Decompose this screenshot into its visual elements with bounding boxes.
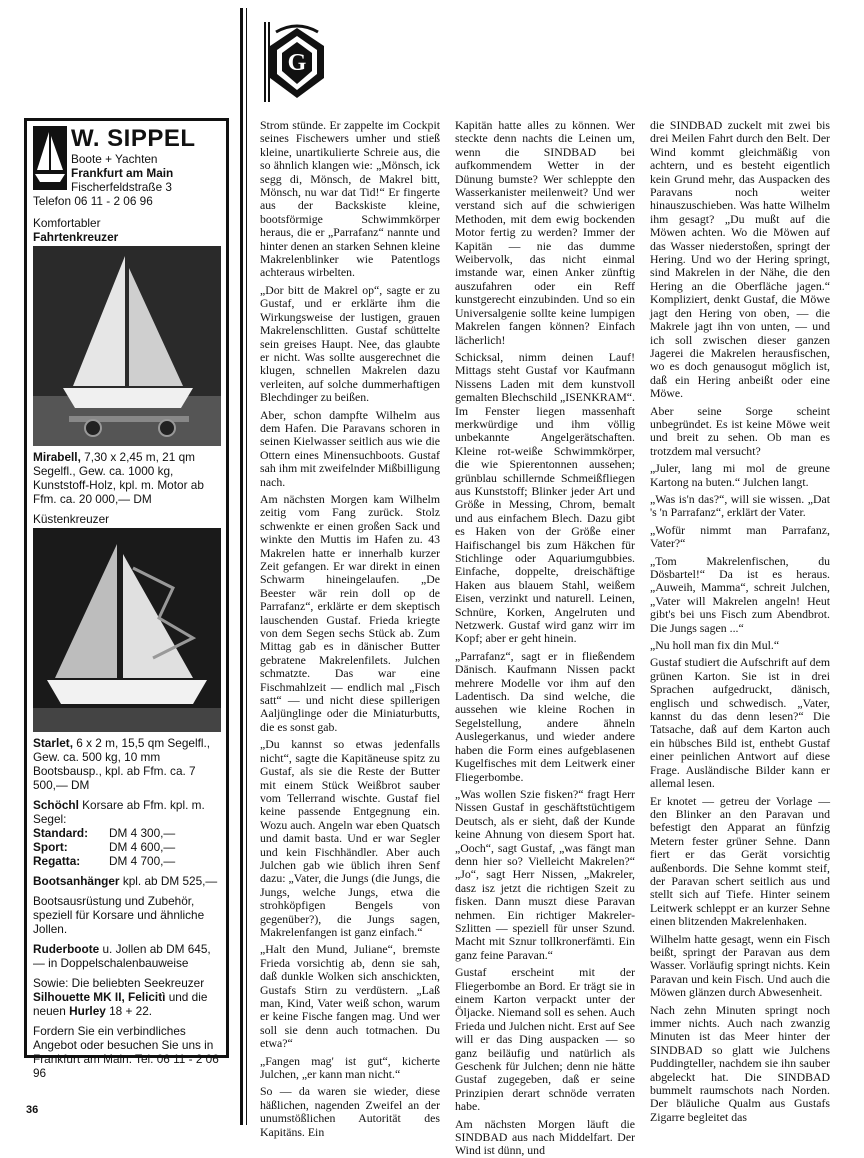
price-line: Regatta: DM 4 700,— [33,854,176,868]
paragraph: „Halt den Mund, Juliane“, bremste Frieda vorsichtig ab, denn sie sah, daß dunkle Wolken sich anschickten, Gustafs Stirn zu verdüstern. „Laß man, Kind, Vater weiß schon, warum er keine Fische fangen mag. Und wer soll sie denn auch totmachen. Du etwa?“ [260,942,440,1051]
paragraph: „Dor bitt de Makrel op“, sagte er zu Gustaf, und er erklärte ihm die Wirkungsweise der lustigen, grauen Makrelenschlitten. Gustaf schüttelte sein greises Haupt. Nee, das glaubte er nicht. Was sollte ausgerechnet die klugen, schnellen Makrelen dazu verleiten, auf solche dummerhaftigen Blechdinger zu beißen. [260,282,440,405]
divider-rule [246,8,247,1125]
firm-city: Frankfurt am Main [71,166,174,180]
boat2-description: Starlet, 6 x 2 m, 15,5 qm Segelfl., Gew. ca. 500 kg, 10 mm Bootsbausp., kpl. ab Ffm. ca. 7 500,— DM [33,736,211,792]
paragraph: „Tom Makrelenfischen, du Dösbartel!“ Da ist es heraus. „Auweih, Mamma“, schreit Julchen, „Vater will Makrelen angeln! Heut gibt's bei uns Fisch zum Abendbrot. Die Jungs sagen ...“ [650,553,830,635]
paragraph: Aber seine Sorge scheint unbegründet. Es ist keine Möwe weit und breit zu sehen. Ob man es trotzdem mal versucht? [650,403,830,458]
boat1-heading: Komfortabler [33,216,101,230]
boat2-photo [33,528,221,732]
paragraph: So — da waren sie wieder, diese häßlichen, nagenden Zweifel an der unumstößlichen Autorität des Kapitäns. Ein [260,1084,440,1139]
magazine-emblem [262,18,332,106]
paragraph: „Du kannst so etwas jedenfalls nicht“, sagte die Kapitäneuse spitz zu Gustaf, als sie die Reste der Butter mit einem Stück Weißbrot sauber vom Tellerrand wischte. Gustaf fiel keine passende Entgegnung ein. Wozu auch. Angeln war eben Quatsch und damit basta. Und er war Segler und kein Fischhändler. Aber auch Julchen gab wie üblich ihren Senf dazu: „Vater, die Jungs (die Jungs, die Jungs, welche Jungs, etwa die strohköpfigen Bengels von gegenüber?), die Jungs sagen, Makrelenfangen ist ganz einfach.“ [260,737,440,939]
boat1-description: Mirabell, 7,30 x 2,45 m, 21 qm Segelfl., Gew. ca. 1000 kg, Kunststoff-Holz, kpl. m. Motor ab Ffm. ca. 20 000,— DM [33,450,204,506]
boat1-type: Fahrtenkreuzer [33,230,119,244]
article-column-2 [455,118,635,1158]
paragraph: „Nu holl man fix din Mul.“ [650,638,780,653]
trailer-offer: Bootsanhänger kpl. ab DM 525,— [33,874,218,888]
divider-rule [240,8,243,1125]
firm-phone: Telefon 06 11 - 2 06 96 [33,194,153,208]
paragraph: „Wofür nimmt man Parrafanz, Vater?“ [650,522,830,551]
closing-call: Fordern Sie ein verbindliches Angebot oder besuchen Sie uns in Frankfurt am Main. Tel. 06 11 - 2 06 96 [33,1024,219,1080]
paragraph: Schicksal, nimm deinen Lauf! Mittags steht Gustaf vor Kaufmann Nissens Laden mit dem kunstvoll gemalten Blechschild „ISENKRAM“. Im Fenster liegen massenhaft merkwürdige und ihm völlig unbekannte Angelgerätschaften. Kleine rot-weiße Schwimmkörper, die wie Spierentonnen aussehen; grünblau schillernde Schmeißfliegen aus Kunststoff; Blinker jeder Art und Größe in Messing, Chrom, bemalt und aus einfachem Blech. Dazu gibt es Haken von der Größe einer Haifischangel bis zum Häkchen für Stichlinge oder Aquariumgubbies. Einfache, doppelte, dreischäftige Haken aus blauem Stahl, weißem Eisen, verzinkt und naturell. Leinen, Schnüre, Korken, Angelruten und Netzwerk. Gustaf wird ganz wirr im Kopf; aber er geht hinein. [455,349,635,646]
paragraph: Am nächsten Morgen läuft die SINDBAD aus nach Middelfart. Der Wind ist dünn, und [455,1116,635,1158]
equipment-note: Bootsausrüstung und Zubehör, speziell für Korsare und ähnliche Jollen. [33,894,205,936]
paragraph: „Was is'n das?“, will sie wissen. „Dat 's 'n Parrafanz“, erklärt der Vater. [650,491,830,520]
boat2-heading: Küstenkreuzer [33,512,110,526]
paragraph: Nach zehn Minuten springt noch immer nichts. Auch nach zwanzig Minuten ist das Meer hinter der SINDBAD so glatt wie Julchens Puddingteller, nachdem sie ihn sauber abgeleckt hat. Die SINDBAD bummelt raumschots nach Norden. Der bläuliche Qualm aus Gustafs Zigarre begleitet das [650,1002,830,1124]
firm-line: Boote + Yachten [71,152,158,166]
paragraph: Strom stünde. Er zappelte im Cockpit seines Fischewers umher und stieß kleine, unartikulierte Schreie aus, die so ähnlich klangen wie: „Mönsch, ick segg di, Mönsch, de Makrel bitt, Mönsch, nu war dat Tid!“ Er fingerte aus der Backskiste kleine, bootsförmige Schwimmkörper heraus, die er „Parrafanz“ nannte und hinter denen an starken Sehnen kleine Makrelenblinker wie Patentlogs achteraus wirbelten. [260,118,440,280]
paragraph: „Was wollen Szie fisken?“ fragt Herr Nissen Gustaf in geschäftstüchtigem Deutsch, als er sieht, daß der Kunde keine Ahnung von diesem Sport hat. „Ooch“, sagt Gustaf, „was fängt man denn hier so? Vielleicht Makrelen?“ „Jo“, sagt Herr Nissen, „Makreler, dasz isz jetzt die richtigen Szeit zu fisken. Dann muszt diese Paravan nehmen. Ein richtiger Makreler-Szlitten — speziell für unser Szund. Macht mit Sznur tollkronerfämti. Ein ganz feine Paravan.“ [455,786,635,962]
firm-street: Fischerfeldstraße 3 [71,180,172,194]
paragraph: „Fangen mag' ist gut“, kicherte Julchen, „er kann man nicht.“ [260,1053,440,1082]
price-line: Sport: DM 4 600,— [33,840,176,854]
page-number: 36 [26,1104,39,1116]
paragraph: Wilhelm hatte gesagt, wenn ein Fisch beißt, springt der Paravan aus dem Wasser. Vorläufig springt nichts. Kein Paravan und kein Fisch. Und auch die Möwen glänzen durch Abwesenheit. [650,931,830,1000]
sailboat-logo [33,126,67,190]
schoechl-offer: Schöchl Korsare ab Ffm. kpl. m. Segel: [33,798,205,826]
price-line: Standard: DM 4 300,— [33,826,176,840]
advertisement-box [24,118,229,1080]
article-column-3 [650,118,830,1124]
paragraph: Er knotet — getreu der Vorlage — den Blinker an den Paravan und befestigt den Apparat an fünfzig Metern fester grüner Sehne. Dann fiert er das Gerät vorsichtig außenbords. Die Sehne kommt steif, der Paravan schert seitlich aus und stellt sich auf Tiefe. Hinter seinem Leitwerk schleppt er an kurzer Sehne einen blitzenden Makrelenhaken. [650,793,830,929]
paragraph: Kapitän hatte alles zu können. Wer steckte denn nachts die Leinen um, wenn die SINDBAD bei aufkommendem Wetter in der Dünung bumste? Wer schleppte den Wasserkanister meilenweit? Und wer verstand sich auf die schwierigen Methoden, mit dem ewig bockenden Motor fertig zu werden? Immer der Kapitän — nie das dumme Weibervolk, das nicht einmal imstande war, einen Anker zünftig auszufahren oder ein Reff kunstgerecht einzubinden. Und so ein Universalgenie sollte keine lumpigen Makrelen fangen können? Einfach lächerlich! [455,118,635,347]
paragraph: „Parrafanz“, sagt er in fließendem Dänisch. Kaufmann Nissen packt mehrere Modelle vor ihm auf den Ladentisch. Da sind welche, die aussehen wie kleine Rochen in Segelstellung, andere ähneln Auslegerkanus, und wieder andere haben die Form eines aufgeblasenen Kugelfisches mit dem Leitwerk einer Fliegerbombe. [455,648,635,784]
also-offer: Sowie: Die beliebten Seekreuzer Silhouette MK II, Felicitì und die neuen Hurley 18 + 22. [33,976,208,1018]
paragraph: Am nächsten Morgen kam Wilhelm zeitig vom Fang zurück. Stolz schwenkte er einen großen Sack und winkte den Muttis im Hafen zu. 43 Makrelen hatte er innerhalb kurzer Zeit gefangen. Er war direkt in einen Schwarm hineingelaufen. „De Beester wär rein doll op de Parrafanz“, erklärte er dem skeptisch lauschenden Gustaf. Frieda kriegte von dem Segen sechs Stück ab. Zum Mittag gab es in dänischer Butter gebratene Makrelenfilets. Julchen schmatzte. Das war eine Fischmahlzeit — endlich mal „Fisch satt“ — und nicht diese spillerigen Aaljünglinge oder die Miniaturbutts, die es sonst gab. [260,491,440,734]
boat1-photo [33,246,221,446]
paragraph: Gustaf erscheint mit der Fliegerbombe an Bord. Er trägt sie in einem Karton verpackt unter der Öljacke. Niemand soll es sehen. Auch Frieda und Julchen nicht. Erst auf See will er das Ding auspacken — so ganz beiläufig und natürlich als Geschenk für Julchen; denn nie hätte Gustaf zugegeben, daß er seine Prinzipien derart schnöde verraten habe. [455,965,635,1114]
paragraph: Aber, schon dampfte Wilhelm aus dem Hafen. Die Paravans schoren in seinen Kielwasser seitlich aus wie die Ottern eines Minensuchboots. Gustaf sah ihm mit zweifelnder Mißbilligung nach. [260,407,440,489]
rowing-offer: Ruderboote u. Jollen ab DM 645,— in Doppelschalenbauweise [33,942,211,970]
paragraph: Gustaf studiert die Aufschrift auf dem grünen Karton. Sie ist in drei Sprachen aufgedruckt, dänisch, englisch und schwedisch. „Vater, kannst du das denn lesen?“ Die Tatsache, daß auf dem Karton auch ein hübsches Bild ist, enthebt Gustaf einer peinlichen Antwort auf diese Frage. Ausländische Bilder kann er allemal lesen. [650,655,830,791]
article-column-1 [260,118,440,1139]
firm-name: W. SIPPEL [71,125,196,152]
svg-text:G: G [287,50,307,76]
paragraph: „Juler, lang mi mol de greune Kartong na buten.“ Julchen langt. [650,461,830,489]
paragraph: die SINDBAD zuckelt mit zwei bis drei Meilen Fahrt durch den Belt. Der Wind kommt gleichmäßig von achtern, und es besteht eigentlich kein Grund mehr, das Auspacken des Paravans noch weiter hinauszuschieben. Was hatte Wilhelm ihm gesagt? „Du mußt auf die Möwen achten. Wo die Möwen auf das Wasser niederstoßen, springt der Hering. Und wo der Hering springt, sind Makrelen in der Nähe, die den Hering an die Oberfläche jagen.“ Kompliziert, denkt Gustaf, die Möwe jagt den Hering von oben, — die Makrele jagt ihn von unten, — und ich soll zwischen dieser ganzen Jagerei die Makrelen herausfischen, wo es doch genausogut möglich ist, daß ein Hering anbeißt oder eine Möwe. [650,118,830,401]
